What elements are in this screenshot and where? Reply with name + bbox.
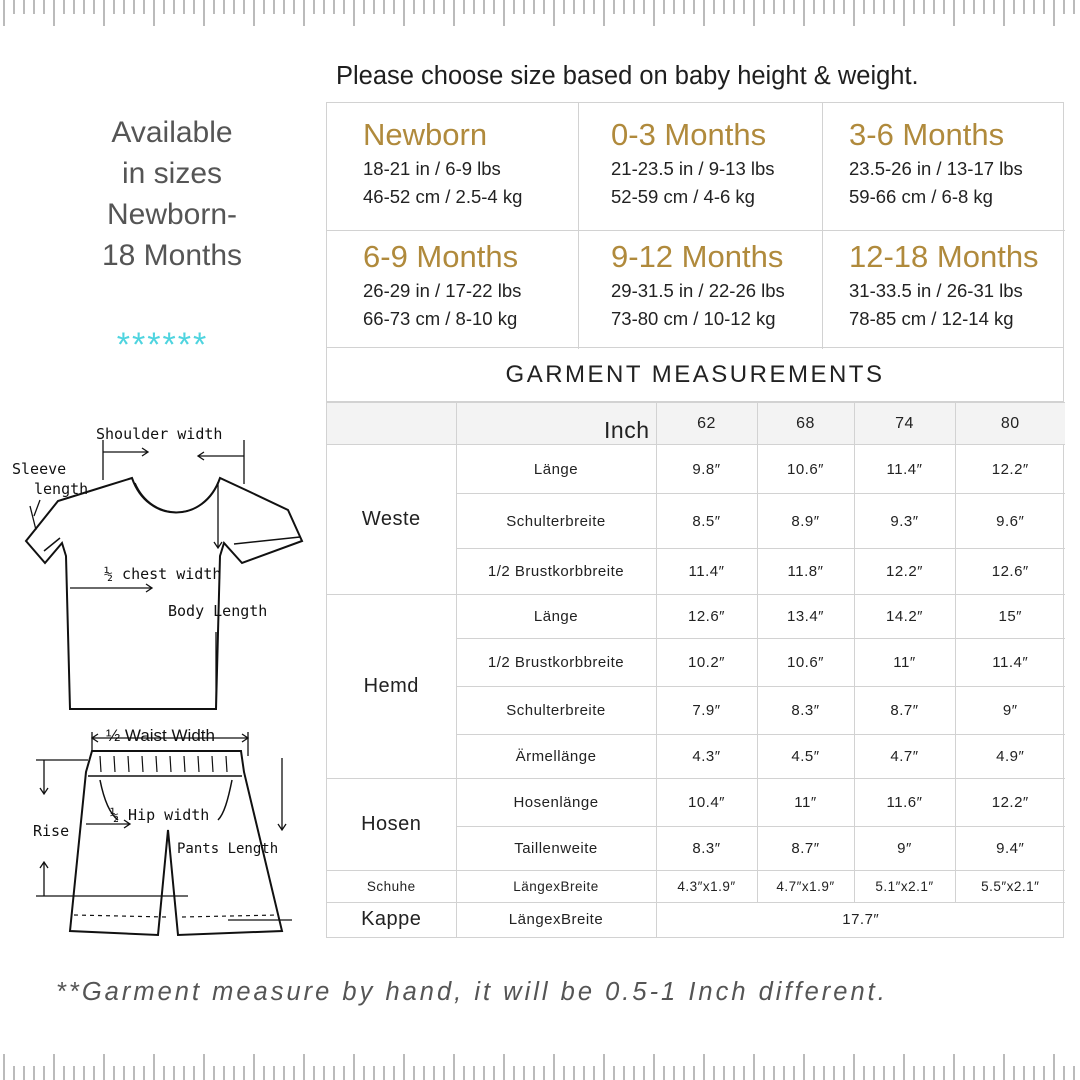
table-cell: 5.5″x2.1″ — [955, 871, 1065, 903]
tshirt-shape — [26, 478, 302, 709]
table-row — [327, 903, 1065, 937]
size-imperial: 23.5-26 in / 13-17 lbs — [849, 158, 1023, 179]
table-cell: 8.3″ — [757, 687, 854, 735]
table-cell: 10.6″ — [757, 639, 854, 687]
unit-header: Inch — [456, 403, 656, 445]
table-cell: 4.5″ — [757, 735, 854, 779]
table-cell: 10.2″ — [656, 639, 757, 687]
table-cell: 4.7″ — [854, 735, 955, 779]
size-header: 68 — [757, 403, 854, 445]
table-row — [327, 595, 1065, 639]
table-cell: 8.9″ — [757, 494, 854, 549]
size-name: 3-6 Months — [849, 117, 1005, 152]
table-cell: 11″ — [757, 779, 854, 827]
table-cell: 12.6″ — [656, 595, 757, 639]
table-cell: 11.8″ — [757, 549, 854, 595]
table-cell: 11.4″ — [854, 445, 955, 494]
table-cell: 11.6″ — [854, 779, 955, 827]
table-cell: 8.7″ — [757, 827, 854, 871]
measurements-table — [327, 402, 1065, 937]
availability-line: Available — [111, 116, 233, 149]
size-metric: 73-80 cm / 10-12 kg — [611, 308, 776, 329]
table-cell: 11″ — [854, 639, 955, 687]
decorative-stars: ****** — [116, 326, 209, 364]
size-metric: 78-85 cm / 12-14 kg — [849, 308, 1014, 329]
group-label-hemd: Hemd — [327, 595, 456, 779]
table-cell: 15″ — [955, 595, 1065, 639]
availability-line: 18 Months — [101, 239, 243, 272]
group-label-schuhe: Schuhe — [327, 871, 456, 903]
size-imperial: 31-33.5 in / 26-31 lbs — [849, 280, 1023, 301]
sleeve-length-label: Sleeve — [12, 460, 67, 478]
table-cell: 12.6″ — [955, 549, 1065, 595]
table-cell: 9.4″ — [955, 827, 1065, 871]
table-cell: 11.4″ — [955, 639, 1065, 687]
group-label-weste: Weste — [327, 445, 456, 595]
table-cell: 4.3″x1.9″ — [656, 871, 757, 903]
table-cell: 4.9″ — [955, 735, 1065, 779]
rise-label: Rise — [33, 822, 70, 840]
ruler-bottom — [0, 1032, 1080, 1080]
footnote: **Garment measure by hand, it will be 0.5-1 Inch different. — [56, 978, 888, 1006]
table-cell: 12.2″ — [955, 779, 1065, 827]
measurements-title: GARMENT MEASUREMENTS — [327, 348, 1063, 402]
shoulder-width-label: Shoulder width — [96, 425, 223, 443]
row-label: Länge — [456, 595, 656, 639]
table-cell: 7.9″ — [656, 687, 757, 735]
row-label: LängexBreite — [456, 871, 656, 903]
size-metric: 66-73 cm / 8-10 kg — [363, 308, 518, 329]
row-label: Taillenweite — [456, 827, 656, 871]
table-row — [327, 445, 1065, 494]
pants-length-label: Pants Length — [177, 841, 279, 857]
size-card-12-18-months — [823, 231, 1065, 349]
table-cell: 13.4″ — [757, 595, 854, 639]
row-label: Schulterbreite — [456, 494, 656, 549]
group-label-hosen: Hosen — [327, 779, 456, 871]
row-label: Länge — [456, 445, 656, 494]
size-card-newborn — [327, 103, 579, 231]
ruler-top — [0, 0, 1080, 48]
garment-measurements — [326, 348, 1064, 938]
size-header: 80 — [955, 403, 1065, 445]
size-imperial: 21-23.5 in / 9-13 lbs — [611, 158, 775, 179]
table-cell: 11.4″ — [656, 549, 757, 595]
sleeve-length-label-2: length — [34, 480, 89, 498]
table-cell: 9.3″ — [854, 494, 955, 549]
table-row — [327, 779, 1065, 827]
table-cell: 8.3″ — [656, 827, 757, 871]
size-advice-headline: Please choose size based on baby height & weight. — [336, 62, 919, 90]
size-card-3-6-months — [823, 103, 1065, 231]
group-label-kappe: Kappe — [327, 903, 456, 937]
availability-text — [62, 112, 282, 276]
row-label: 1/2 Brustkorbbreite — [456, 639, 656, 687]
row-label: LängexBreite — [456, 903, 656, 937]
size-card-0-3-months — [579, 103, 823, 231]
size-metric: 52-59 cm / 4-6 kg — [611, 186, 755, 207]
table-cell: 17.7″ — [656, 903, 1065, 937]
table-cell: 9.6″ — [955, 494, 1065, 549]
availability-line: in sizes — [121, 157, 223, 190]
size-card-9-12-months — [579, 231, 823, 349]
size-name: Newborn — [363, 117, 488, 152]
table-cell: 4.7″x1.9″ — [757, 871, 854, 903]
size-imperial: 26-29 in / 17-22 lbs — [363, 280, 522, 301]
size-name: 9-12 Months — [611, 239, 784, 274]
table-cell: 5.1″x2.1″ — [854, 871, 955, 903]
table-cell: 8.7″ — [854, 687, 955, 735]
table-cell: 9″ — [854, 827, 955, 871]
size-metric: 46-52 cm / 2.5-4 kg — [363, 186, 523, 207]
row-label: 1/2 Brustkorbbreite — [456, 549, 656, 595]
table-cell: 12.2″ — [955, 445, 1065, 494]
table-cell: 8.5″ — [656, 494, 757, 549]
size-name: 6-9 Months — [363, 239, 519, 274]
table-cell: 9″ — [955, 687, 1065, 735]
table-cell: 10.6″ — [757, 445, 854, 494]
size-imperial: 29-31.5 in / 22-26 lbs — [611, 280, 785, 301]
header-blank — [327, 403, 456, 445]
table-cell: 4.3″ — [656, 735, 757, 779]
table-header-row — [327, 403, 1065, 445]
size-metric: 59-66 cm / 6-8 kg — [849, 186, 993, 207]
size-name: 0-3 Months — [611, 117, 767, 152]
table-cell: 14.2″ — [854, 595, 955, 639]
size-name: 12-18 Months — [849, 239, 1039, 274]
body-length-label: Body Length — [168, 602, 268, 620]
waist-width-label: ½ Waist Width — [106, 726, 215, 745]
size-imperial: 18-21 in / 6-9 lbs — [363, 158, 501, 179]
garment-outline-drawing — [0, 420, 310, 960]
row-label: Ärmellänge — [456, 735, 656, 779]
size-grid — [326, 102, 1064, 348]
table-row — [327, 871, 1065, 903]
chest-width-label: ½ chest width — [104, 565, 222, 583]
row-label: Schulterbreite — [456, 687, 656, 735]
table-cell: 12.2″ — [854, 549, 955, 595]
table-cell: 9.8″ — [656, 445, 757, 494]
table-cell: 10.4″ — [656, 779, 757, 827]
size-header: 74 — [854, 403, 955, 445]
row-label: Hosenlänge — [456, 779, 656, 827]
availability-line: Newborn- — [106, 198, 238, 231]
size-header: 62 — [656, 403, 757, 445]
size-card-6-9-months — [327, 231, 579, 349]
hip-width-label: ½ Hip width — [110, 806, 210, 824]
garment-diagram — [0, 420, 310, 960]
